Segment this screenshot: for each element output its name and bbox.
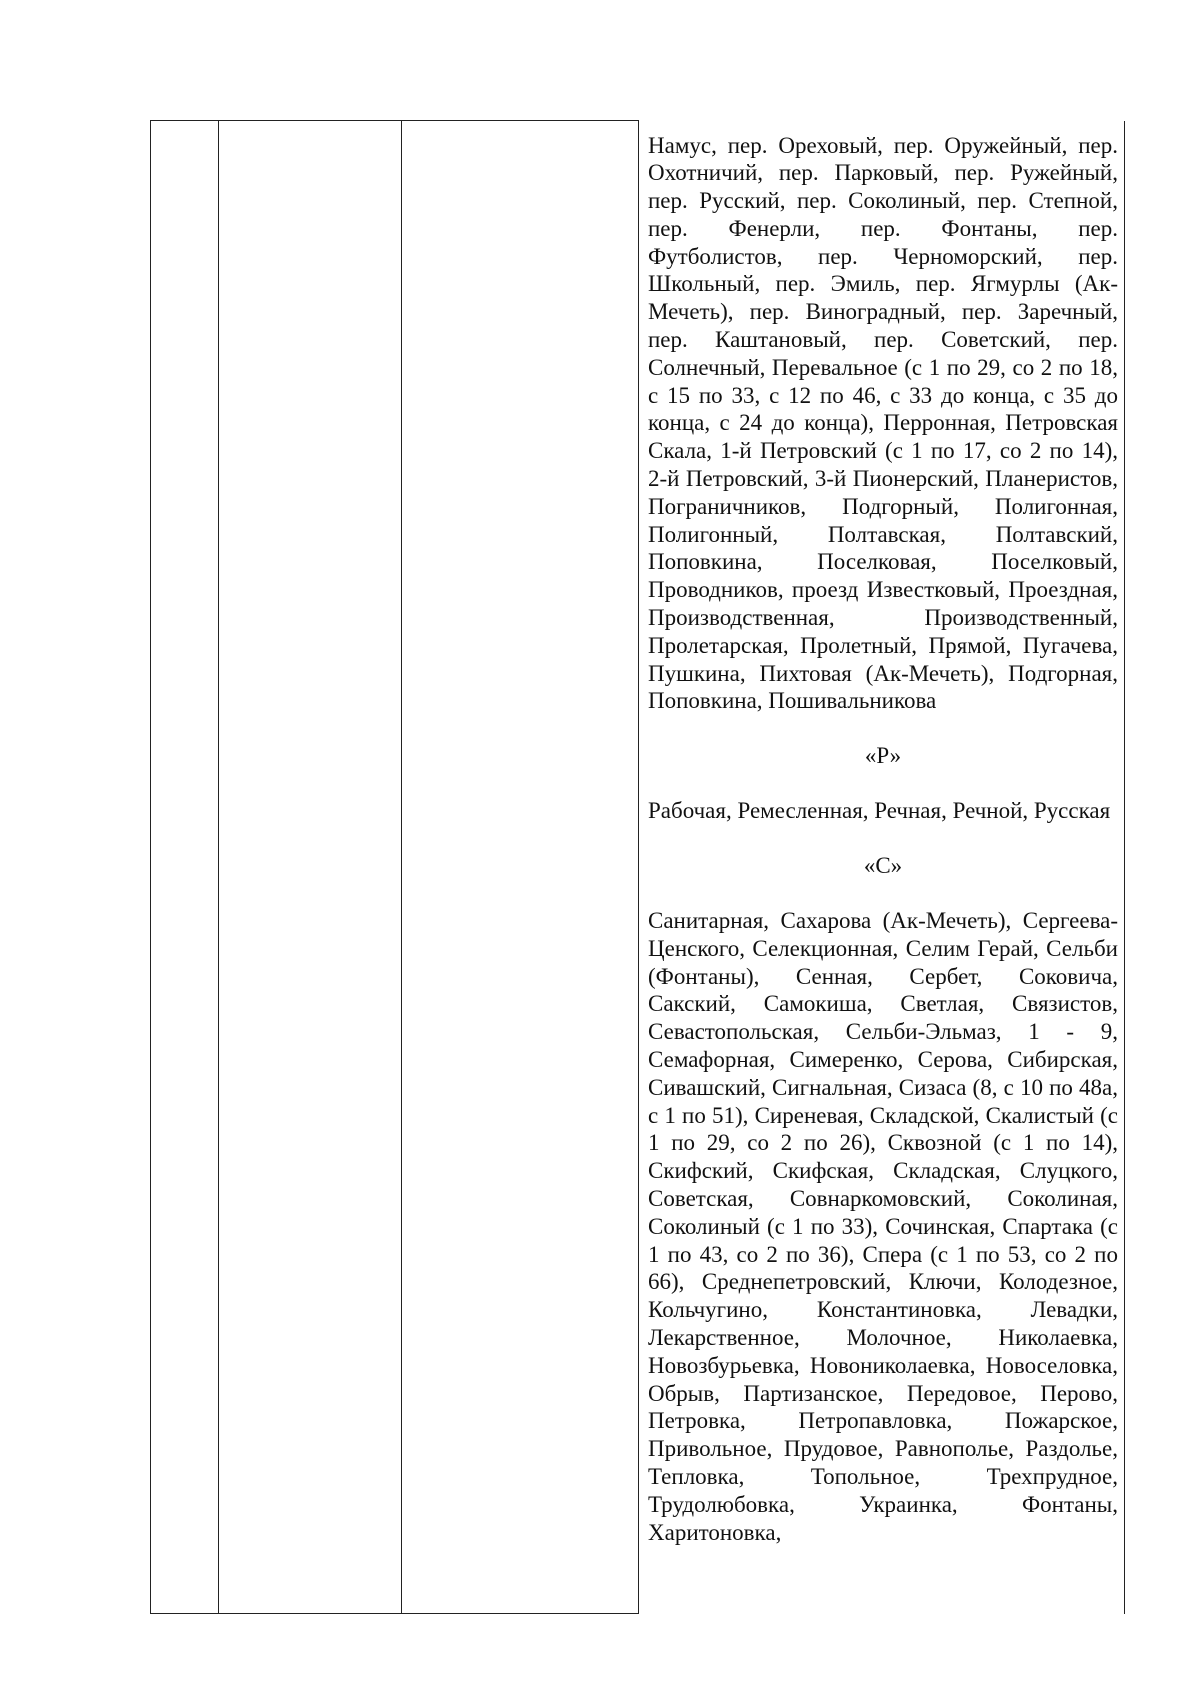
letter-heading-r: «Р» — [864, 743, 902, 769]
letter-heading-s: «С» — [863, 853, 903, 879]
street-paragraph-r: Рабочая, Ремесленная, Речная, Речной, Русская — [648, 798, 1111, 824]
document-table — [150, 120, 1125, 1614]
street-paragraph-p: Намус, пер. Ореховый, пер. Оружейный, пер. Охотничий, пер. Парковый, пер. Ружейный, пер. Русский, пер. Соколиный, пер. Степной, пер. Фенерли, пер. Фонтаны, пер. Футболистов, пер. Черноморский, пер. Школьный, пер. Эмиль, пер. Ягмурлы (Ак-Мечеть), пер. Виноградный, пер. Заречный, пер. Каштановый, пер. Советский, пер. Солнечный, Перевальное (с 1 по 29, со 2 по 18, с 15 по 33, с 12 по 46, с 33 до конца, с 35 до конца, с 24 до конца), Перронная, Петровская Скала, 1-й Петровский (с 1 по 17, со 2 по 14), 2-й Петровский, 3-й Пионерский, Планеристов, Пограничников, Подгорный, Полигонная, Полигонный, Полтавская, Полтавский, Поповкина, Поселковая, Поселковый, Проводников, проезд Известковый, Проездная, Производственная, Производственный, Пролетарская, Пролетный, Прямой, Пугачева, Пушкина, Пихтовая (Ак-Мечеть), Подгорная, Поповкина, Пошивальникова — [648, 132, 1118, 714]
street-list-cell — [639, 121, 1125, 1614]
table-row — [151, 121, 1125, 1614]
empty-cell-number — [151, 121, 219, 1614]
street-paragraph-s: Санитарная, Сахарова (Ак-Мечеть), Сергеева-Ценского, Селекционная, Селим Герай, Сельби (Фонтаны), Сенная, Сербет, Соковича, Сакский, Самокиша, Светлая, Связистов, Севастопольская, Сельби-Эльмаз, 1 - 9, Семафорная, Симеренко, Серова, Сибирская, Сивашский, Сигнальная, Сизаса (8, с 10 по 48а, с 1 по 51), Сиреневая, Складской, Скалистый (с 1 по 29, со 2 по 26), Сквозной (с 1 по 14), Скифский, Скифская, Складская, Слуцкого, Советская, Совнаркомовский, Соколиная, Соколиный (с 1 по 33), Сочинская, Спартака (с 1 по 43, со 2 по 36), Спера (с 1 по 53, со 2 по 66), Среднепетровский, Ключи, Колодезное, Кольчугино, Константиновка, Левадки, Лекарственное, Молочное, Николаевка, Новозбурьевка, Новониколаевка, Новоселовка, Обрыв, Партизанское, Передовое, Перово, Петровка, Петропавловка, Пожарское, Привольное, Прудовое, Равнополье, Раздолье, Тепловка, Топольное, Трехпрудное, Трудолюбовка, Украинка, Фонтаны, Харитоновка, — [648, 908, 1118, 1545]
empty-cell-second — [219, 121, 402, 1614]
empty-cell-third — [402, 121, 639, 1614]
